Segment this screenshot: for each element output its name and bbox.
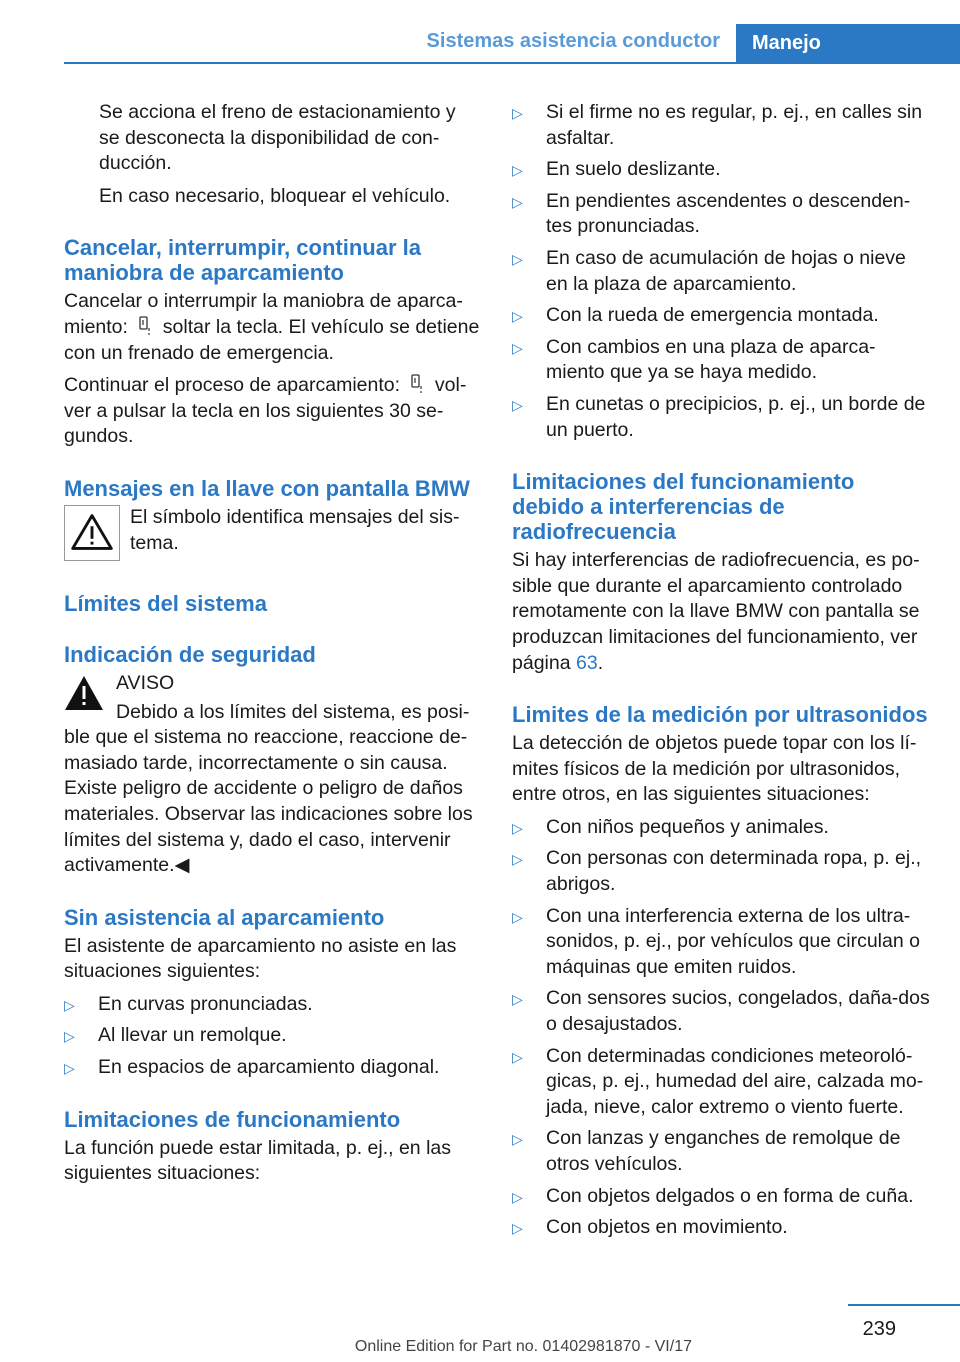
triangle-bullet-icon: ▷ [512, 991, 523, 1008]
safety-notice [64, 671, 480, 879]
cancel-paragraph [64, 289, 480, 366]
limitaciones-text: La función puede estar limitada, p. ej., en las siguientes situaciones: [64, 1136, 451, 1185]
header-section-title: Sistemas asistencia conductor [426, 30, 720, 52]
mensajes-text: El símbolo identifica mensajes del sis-tema. [130, 505, 460, 554]
notice-text-rest: ble que el sistema no reaccione, reaccione de-masiado tarde, incorrectamente o sin causa. Existe peligro de accidente o peligro de daños materiales. Observar las indicaciones sobre los límites del sistema y, dado el caso, intervenir activamente.◀ [64, 726, 473, 877]
continue-paragraph [64, 373, 480, 450]
triangle-bullet-icon: ▷ [512, 851, 523, 868]
list-item: ▷ En pendientes ascendentes o descenden-tes pronunciadas. [512, 189, 911, 238]
sin-asistencia-list [64, 992, 480, 1081]
ultrasonidos-list [512, 815, 932, 1241]
list-item: ▷ Con cambios en una plaza de aparca-miento que ya se haya medido. [512, 335, 876, 384]
notice-title: AVISO [116, 671, 175, 694]
triangle-bullet-icon: ▷ [512, 1048, 523, 1065]
page-reference-link[interactable]: 63 [575, 651, 598, 674]
list-item: ▷ En cunetas o precipicios, p. ej., un borde de un puerto. [512, 392, 926, 441]
left-column [64, 100, 480, 1194]
intro-paragraph-1: Se acciona el freno de estacionamiento y se desconecta la disponibilidad de con-ducción. [99, 101, 456, 175]
limitaciones-list [512, 100, 932, 443]
list-item: ▷ En caso de acumulación de hojas o nieve en la plaza de aparcamiento. [512, 246, 906, 295]
continue-text-a: Continuar el proceso de aparcamiento: [64, 374, 401, 397]
triangle-bullet-icon: ▷ [512, 1131, 523, 1148]
list-item: ▷ Al llevar un remolque. [64, 1023, 480, 1049]
triangle-bullet-icon: ▷ [64, 996, 75, 1013]
list-item: ▷ Con niños pequeños y animales. [512, 815, 932, 841]
list-item: ▷ Con sensores sucios, congelados, daña-dos o desajustados. [512, 987, 930, 1036]
triangle-bullet-icon: ▷ [512, 819, 523, 836]
heading-indicacion: Indicación de seguridad [64, 641, 316, 667]
triangle-bullet-icon: ▷ [512, 308, 523, 325]
edition-note: Online Edition for Part no. 01402981870 - VI/17 [354, 1338, 692, 1355]
notice-text-first-line: Debido a los límites del sistema, es posi- [116, 700, 470, 723]
list-item: ▷ Con personas con determinada ropa, p. ej., abrigos. [512, 847, 922, 896]
triangle-bullet-icon: ▷ [512, 1220, 523, 1237]
list-item: ▷ Con lanzas y enganches de remolque de otros vehículos. [512, 1127, 901, 1175]
list-item: ▷ Con objetos en movimiento. [512, 1215, 932, 1241]
sin-asistencia-text: El asistente de aparcamiento no asiste en las situaciones siguientes: [64, 934, 457, 983]
heading-mensajes: Mensajes en la llave con pantalla BMW [64, 475, 470, 501]
heading-sin-asistencia: Sin asistencia al aparcamiento [64, 904, 385, 930]
ultrasonidos-text: La detección de objetos puede topar con los lí-mites físicos de la medición por ultrasonidos, entre otros, en las siguientes situaciones: [512, 732, 917, 806]
list-item: ▷ En suelo deslizante. [512, 157, 932, 183]
intro-paragraph-2: En caso necesario, bloquear el vehículo. [99, 184, 451, 207]
heading-cancel: Cancelar, interrumpir, continuar la maniobra de aparcamiento [64, 235, 421, 286]
cancel-text-b: soltar la tecla. El vehículo se detiene con un frenado de emergencia. [64, 315, 480, 364]
list-item: ▷ En espacios de aparcamiento diagonal. [64, 1055, 480, 1081]
header-chapter-tab: Manejo [736, 24, 960, 62]
list-item: ▷ En curvas pronunciadas. [64, 992, 480, 1018]
warning-symbol-block [64, 505, 480, 565]
list-item: ▷ Con determinadas condiciones meteoroló-gicas, p. ej., humedad del aire, calzada mo-jada, nieve, calor extremo o viento fuerte. [512, 1044, 924, 1118]
triangle-bullet-icon: ▷ [512, 105, 523, 121]
warning-triangle-icon [64, 505, 120, 561]
heading-limitaciones-funcionamiento: Limitaciones de funcionamiento [64, 1106, 401, 1132]
footer-rule [848, 1304, 960, 1306]
page-header [64, 24, 960, 64]
triangle-bullet-icon: ▷ [64, 1060, 75, 1077]
cancel-text-a: Cancelar o interrumpir la maniobra de aparca-miento: [64, 290, 463, 338]
triangle-bullet-icon: ▷ [512, 339, 523, 356]
triangle-bullet-icon: ▷ [512, 908, 523, 925]
triangle-bullet-icon: ▷ [512, 250, 523, 267]
list-item: ▷ Con la rueda de emergencia montada. [512, 303, 932, 329]
list-item: ▷ Con objetos delgados o en forma de cuña. [512, 1184, 932, 1210]
continue-text-b: vol-ver a pulsar la tecla en los siguientes 30 se-gundos. [64, 374, 467, 448]
remote-key-icon [137, 316, 153, 336]
right-column [512, 100, 932, 1247]
list-item: ▷ Con una interferencia externa de los ultra-sonidos, p. ej., por vehículos que circulan o máquinas que emiten ruidos. [512, 904, 920, 978]
page-number: 239 [862, 1318, 896, 1340]
radiofrecuencia-text: Si hay interferencias de radiofrecuencia, es po-sible que durante el aparcamiento controlado remotamente con la llave BMW con pantalla se produzcan limitaciones del funcionamiento, ver página 63. [512, 549, 920, 674]
remote-key-icon [409, 374, 425, 394]
triangle-bullet-icon: ▷ [512, 396, 523, 413]
heading-ultrasonidos: Limites de la medición por ultrasonidos [512, 702, 928, 728]
heading-limites: Límites del sistema [64, 590, 267, 616]
heading-radiofrecuencia: Limitaciones del funcionamiento debido a interferencias de radiofrecuencia [512, 469, 855, 545]
triangle-bullet-icon: ▷ [512, 162, 523, 179]
triangle-bullet-icon: ▷ [512, 1188, 523, 1205]
triangle-bullet-icon: ▷ [64, 1028, 75, 1045]
triangle-bullet-icon: ▷ [512, 193, 523, 210]
list-item: ▷ Si el firme no es regular, p. ej., en calles sin asfaltar. [512, 101, 923, 149]
warning-triangle-filled-icon [64, 675, 104, 711]
